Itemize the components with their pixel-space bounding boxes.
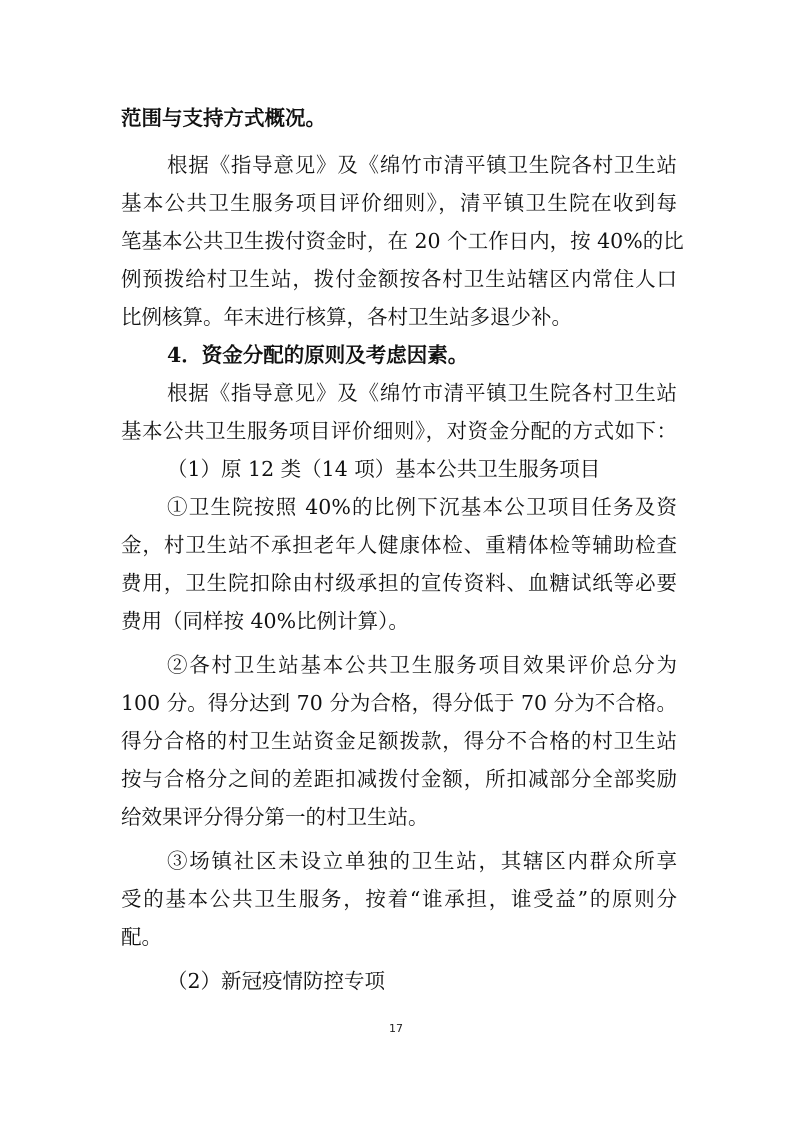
paragraph-line: 100 分。得分达到 70 分为合格，得分低于 70 分为不合格。: [121, 691, 677, 715]
heading-scope-summary: 范围与支持方式概况。: [121, 106, 326, 130]
paragraph-line: 基本公共卫生服务项目评价细则》，对资金分配的方式如下：: [121, 419, 677, 443]
paragraph-line: 给效果评分得分第一的村卫生站。: [121, 805, 429, 829]
paragraph-line: ③场镇社区未设立单独的卫生站，其辖区内群众所享: [167, 849, 677, 873]
paragraph-line: 得分合格的村卫生站资金足额拨款，得分不合格的村卫生站: [121, 729, 677, 753]
page-number: 17: [389, 1022, 403, 1035]
paragraph-line: 受的基本公共卫生服务，按着“谁承担，谁受益”的原则分: [121, 887, 677, 911]
paragraph-line: 费用（同样按 40%比例计算）。: [121, 609, 409, 633]
paragraph-line: 比例核算。年末进行核算，各村卫生站多退少补。: [121, 305, 572, 329]
subsection-heading-1: （1）原 12 类（14 项）基本公共卫生服务项目: [167, 457, 601, 481]
paragraph-line: 费用，卫生院扣除由村级承担的宣传资料、血糖试纸等必要: [121, 571, 677, 595]
paragraph-line: 根据《指导意见》及《绵竹市清平镇卫生院各村卫生站: [167, 153, 677, 177]
paragraph-line: ①卫生院按照 40%的比例下沉基本公卫项目任务及资: [167, 495, 677, 519]
paragraph-line: 按与合格分之间的差距扣减拨付金额，所扣减部分全部奖励: [121, 767, 677, 791]
paragraph-line: 例预拨给村卫生站，拨付金额按各村卫生站辖区内常住人口: [121, 267, 677, 291]
paragraph-line: 根据《指导意见》及《绵竹市清平镇卫生院各村卫生站: [167, 381, 677, 405]
paragraph-line: 笔基本公共卫生拨付资金时，在 20 个工作日内，按 40%的比: [121, 229, 684, 253]
subsection-heading-2: （2）新冠疫情防控专项: [167, 969, 386, 993]
paragraph-line: 基本公共卫生服务项目评价细则》，清平镇卫生院在收到每: [121, 191, 677, 215]
paragraph-line: 金，村卫生站不承担老年人健康体检、重精体检等辅助检查: [121, 533, 677, 557]
paragraph-line: 配。: [121, 925, 162, 949]
section-heading-4: 4．资金分配的原则及考虑因素。: [167, 343, 469, 367]
paragraph-line: ②各村卫生站基本公共卫生服务项目效果评价总分为: [167, 653, 677, 677]
